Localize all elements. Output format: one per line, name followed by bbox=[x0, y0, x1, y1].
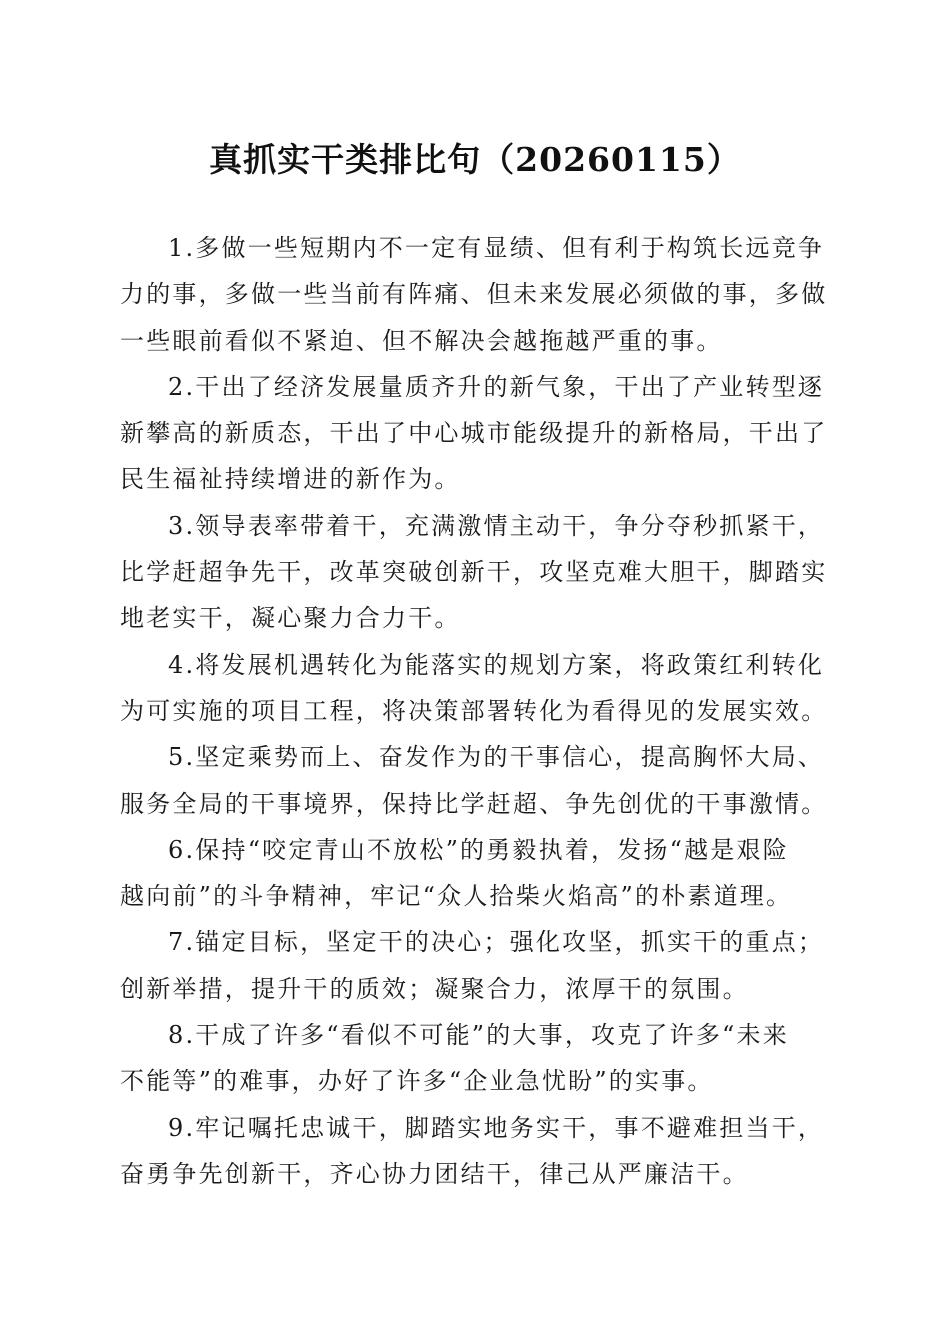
paragraph-line: 民生福祉持续增进的新作为。 bbox=[120, 465, 461, 494]
paragraph-7 bbox=[120, 919, 830, 1012]
paragraph-line: 不能等”的难事，办好了许多“企业急忧盼”的实事。 bbox=[120, 1067, 714, 1096]
paragraph-line: 6.保持“咬定青山不放松”的勇毅执着，发扬“越是艰险 bbox=[168, 835, 789, 864]
paragraph-line: 2.干出了经济发展量质齐升的新气象，干出了产业转型逐 bbox=[168, 372, 825, 401]
paragraph-line: 为可实施的项目工程，将决策部署转化为看得见的发展实效。 bbox=[120, 696, 828, 725]
paragraph-5 bbox=[120, 734, 830, 827]
paragraph-3 bbox=[120, 503, 830, 642]
paragraph-line: 服务全局的干事境界，保持比学赶超、争先创优的干事激情。 bbox=[120, 789, 828, 818]
paragraph-line: 9.牢记嘱托忠诚干，脚踏实地务实干，事不避难担当干， bbox=[168, 1113, 825, 1142]
paragraph-line: 3.领导表率带着干，充满激情主动干，争分夺秒抓紧干， bbox=[168, 511, 825, 540]
paragraph-line: 比学赶超争先干，改革突破创新干，攻坚克难大胆干，脚踏实 bbox=[120, 558, 828, 587]
paragraph-line: 地老实干，凝心聚力合力干。 bbox=[120, 604, 461, 633]
paragraph-line: 越向前”的斗争精神，牢记“众人拾柴火焰高”的朴素道理。 bbox=[120, 882, 793, 911]
paragraph-line: 一些眼前看似不紧迫、但不解决会越拖越严重的事。 bbox=[120, 326, 723, 355]
paragraph-line: 8.干成了许多“看似不可能”的大事，攻克了许多“未来 bbox=[168, 1021, 789, 1050]
paragraph-line: 7.锚定目标，坚定干的决心；强化攻坚，抓实干的重点； bbox=[168, 928, 825, 957]
paragraph-6 bbox=[120, 827, 830, 920]
paragraph-line: 5.坚定乘势而上、奋发作为的干事信心，提高胸怀大局、 bbox=[168, 743, 825, 772]
paragraph-line: 奋勇争先创新干，齐心协力团结干，律己从严廉洁干。 bbox=[120, 1159, 749, 1188]
document-title: 真抓实干类排比句（20260115） bbox=[209, 140, 741, 179]
paragraph-1 bbox=[120, 225, 830, 364]
paragraph-line: 1.多做一些短期内不一定有显绩、但有利于构筑长远竞争 bbox=[168, 234, 825, 262]
paragraph-8 bbox=[120, 1012, 830, 1105]
paragraph-2 bbox=[120, 364, 830, 503]
document-body bbox=[120, 225, 830, 1197]
paragraph-line: 新攀高的新质态，干出了中心城市能级提升的新格局，干出了 bbox=[120, 419, 828, 448]
paragraph-9 bbox=[120, 1105, 830, 1198]
paragraph-line: 创新举措，提升干的质效；凝聚合力，浓厚干的氛围。 bbox=[120, 974, 749, 1003]
paragraph-line: 4.将发展机遇转化为能落实的规划方案，将政策红利转化 bbox=[168, 650, 825, 679]
paragraph-4 bbox=[120, 642, 830, 735]
paragraph-line: 力的事，多做一些当前有阵痛、但未来发展必须做的事，多做 bbox=[120, 280, 828, 309]
